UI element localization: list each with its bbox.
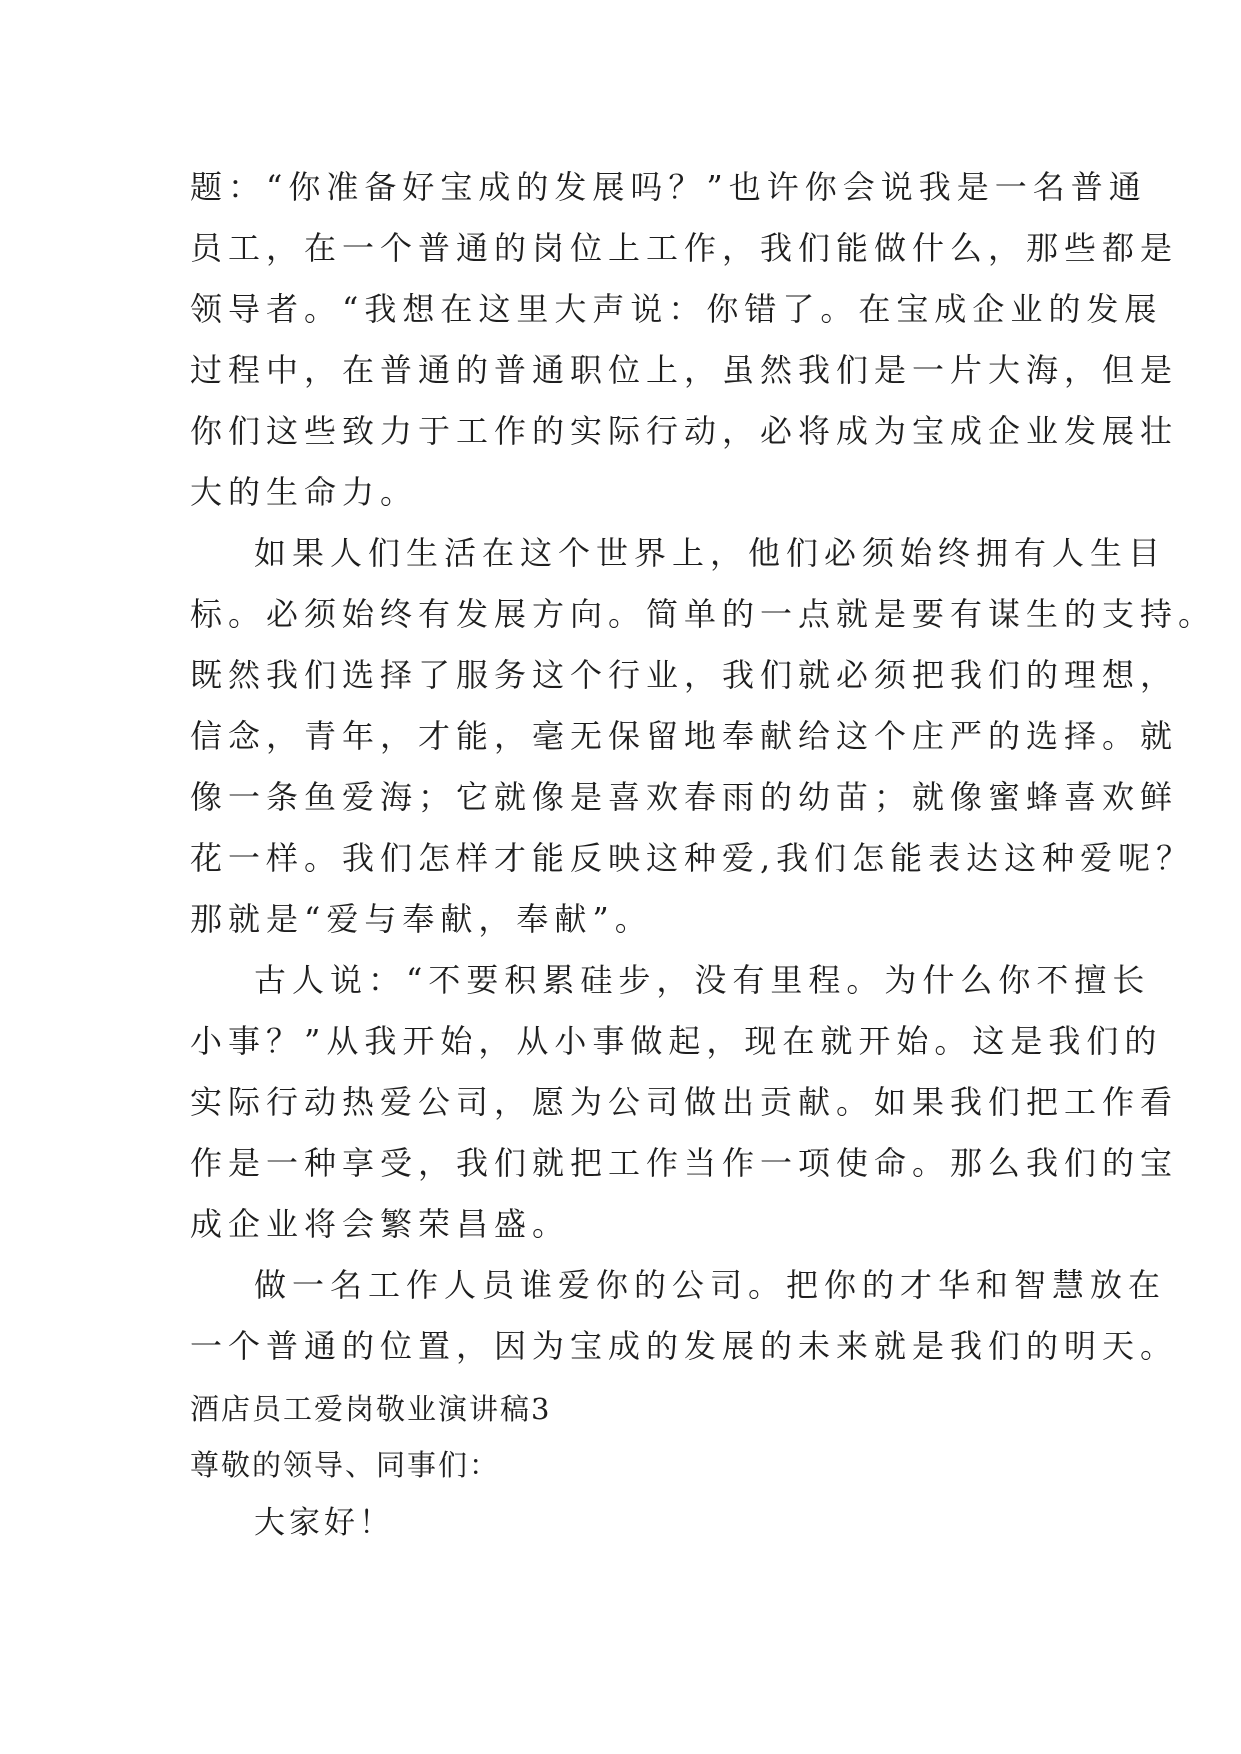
text-line: 古人说：“不要积累硅步，没有里程。为什么你不擅长 [254,961,1151,999]
text-line: 员工，在一个普通的岗位上工作，我们能做什么，那些都是 [190,229,1179,267]
text-line: 题：“你准备好宝成的发展吗？”也许你会说我是一名普通 [190,168,1147,206]
text-line: 花一样。我们怎样才能反映这种爱,我们怎能表达这种爱呢？ [190,839,1195,877]
salutation: 尊敬的领导、同事们： [190,1448,501,1482]
text-line: 作是一种享受，我们就把工作当作一项使命。那么我们的宝 [190,1144,1179,1182]
greeting: 大家好！ [254,1505,394,1541]
text-line: 既然我们选择了服务这个行业，我们就必须把我们的理想， [190,656,1179,694]
text-line: 过程中，在普通的普通职位上，虽然我们是一片大海，但是 [190,351,1179,389]
speech-header [190,1381,1070,1553]
text-line: 如果人们生活在这个世界上，他们必须始终拥有人生目 [254,534,1167,572]
text-line: 像一条鱼爱海；它就像是喜欢春雨的幼苗；就像蜜蜂喜欢鲜 [190,778,1179,816]
text-line: 大的生命力。 [190,473,419,511]
text-line: 成企业将会繁荣昌盛。 [190,1205,571,1243]
text-line: 标。必须始终有发展方向。简单的一点就是要有谋生的支持。 [190,595,1217,633]
text-line: 那就是“爱与奉献，奉献”。 [190,900,653,938]
paragraph [190,950,1179,1255]
text-line: 做一名工作人员谁爱你的公司。把你的才华和智慧放在 [254,1266,1167,1304]
section-title: 酒店员工爱岗敬业演讲稿3 [190,1392,552,1426]
text-line: 小事？”从我开始，从小事做起，现在就开始。这是我们的 [190,1022,1163,1060]
text-line: 领导者。“我想在这里大声说：你错了。在宝成企业的发展 [190,290,1163,328]
paragraph [190,523,1217,950]
document-body [190,157,1217,1377]
text-line: 你们这些致力于工作的实际行动，必将成为宝成企业发展壮 [190,412,1179,450]
paragraph [190,1255,1179,1377]
paragraph [190,157,1179,523]
text-line: 实际行动热爱公司，愿为公司做出贡献。如果我们把工作看 [190,1083,1179,1121]
text-line: 信念，青年，才能，毫无保留地奉献给这个庄严的选择。就 [190,717,1179,755]
text-line: 一个普通的位置，因为宝成的发展的未来就是我们的明天。 [190,1327,1179,1365]
